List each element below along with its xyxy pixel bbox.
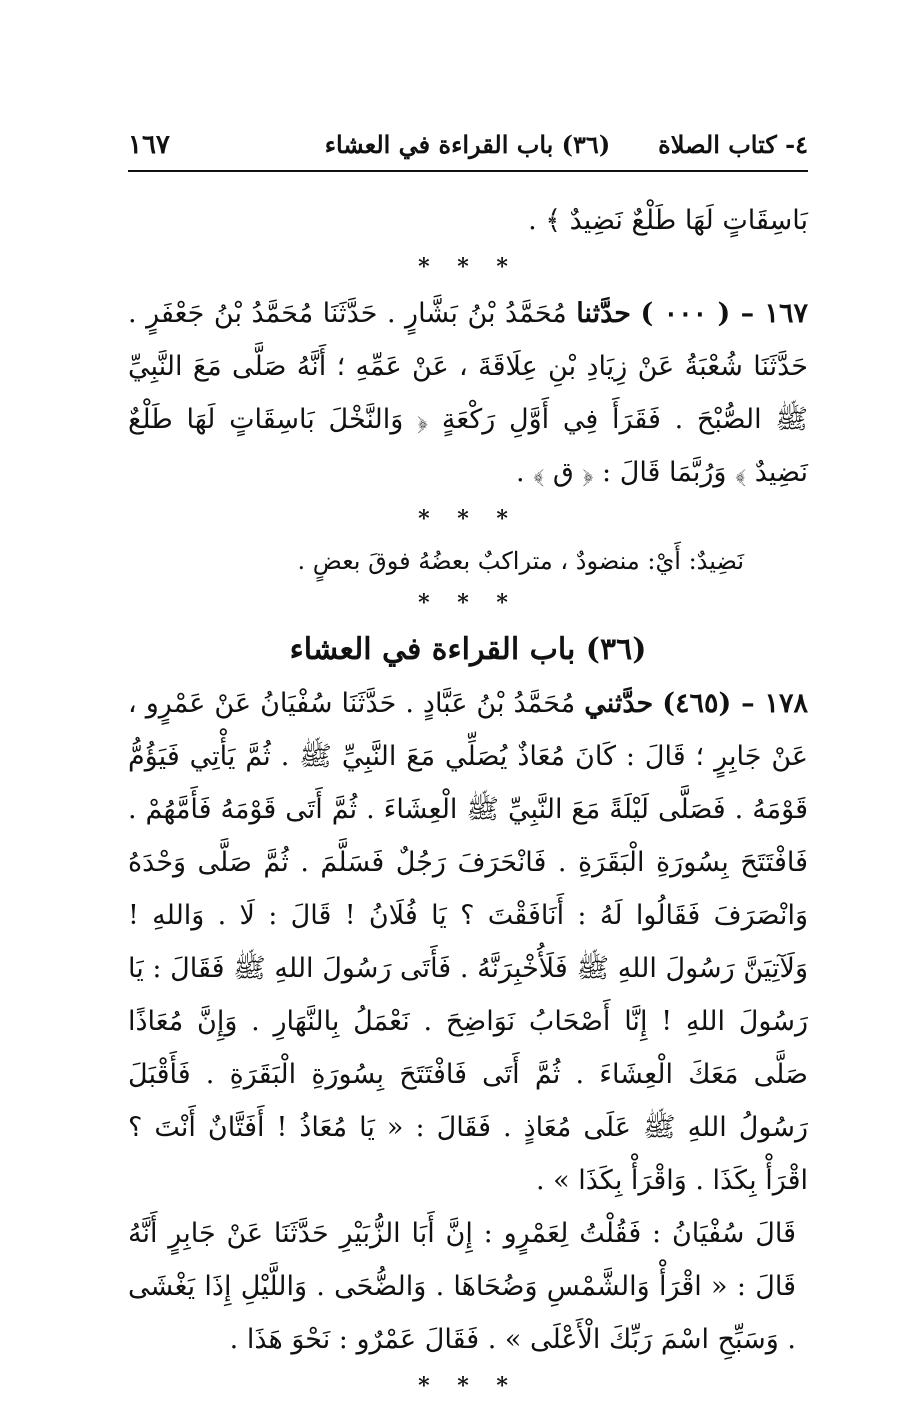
chapter-title: (٣٦) باب القراءة في العشاء bbox=[289, 632, 647, 667]
hadith-167-text: مُحَمَّدُ بْنُ بَشَّارٍ . حَدَّثَنَا مُحَمَّدُ بْنُ جَعْفَرٍ . حَدَّثَنَا شُعْبَةُ عَنْ زِيَادِ بْنِ عِلَاقَةَ ، عَنْ عَمِّهِ ؛ أَنَّهُ صَلَّى مَعَ النَّبِيِّ ﷺ الصُّبْحَ . فَقَرَأَ فِي أَوَّلِ رَكْعَةٍ ﴿ وَالنَّخْلَ بَاسِقَاتٍ لَهَا طَلْعٌ نَضِيدٌ ﴾ وَرُبَّمَا قَالَ : ﴿ ق ﴾ . bbox=[128, 298, 808, 488]
hadith-178-continuation: قَالَ سُفْيَانُ : فَقُلْتُ لِعَمْرٍو : إِنَّ أَبَا الزُّبَيْرِ حَدَّثَنَا عَنْ جَابِرٍ أَنَّهُ قَالَ : « اقْرَأْ وَالشَّمْسِ وَضُحَاهَا . وَالضُّحَى . وَاللَّيْلِ إِذَا يَغْشَى . وَسَبِّحِ اسْمَ رَبِّكَ الْأَعْلَى » . فَقَالَ عَمْرٌو : نَحْوَ هَذَا . bbox=[128, 1218, 796, 1355]
header-chapter-title: (٣٦) باب القراءة في العشاء bbox=[324, 130, 611, 159]
hadith-167 bbox=[128, 287, 808, 499]
section-separator: * * * bbox=[418, 590, 518, 616]
page-number: ١٦٧ bbox=[128, 130, 170, 160]
document-page bbox=[128, 130, 808, 1406]
section-separator: * * * bbox=[418, 506, 518, 532]
hadith-178-number: ١٧٨ – (٤٦٥) bbox=[662, 688, 808, 719]
page-body bbox=[128, 194, 808, 1406]
hadith-167-chain-head: حدَّثنا bbox=[576, 298, 632, 329]
section-separator: * * * bbox=[418, 1373, 518, 1399]
hadith-178-chain-head: حدَّثني bbox=[584, 688, 654, 719]
hadith-167-number: ١٦٧ – ( ٠٠٠ ) bbox=[640, 298, 808, 329]
header-titles bbox=[325, 130, 808, 159]
opening-line: بَاسِقَاتٍ لَهَا طَلْعٌ نَضِيدٌ ﴾ . bbox=[528, 205, 808, 236]
header-book-title: ٤- كتاب الصلاة bbox=[658, 130, 808, 159]
hadith-178 bbox=[128, 677, 808, 1207]
hadith-178-text: مُحَمَّدُ بْنُ عَبَّادٍ . حَدَّثَنَا سُفْيَانُ عَنْ عَمْرٍو ، عَنْ جَابِرٍ ؛ قَالَ : كَانَ مُعَاذٌ يُصَلِّي مَعَ النَّبِيِّ ﷺ . ثُمَّ يَأْتِي فَيَؤُمُّ قَوْمَهُ . فَصَلَّى لَيْلَةً مَعَ النَّبِيِّ ﷺ الْعِشَاءَ . ثُمَّ أَتَى قَوْمَهُ فَأَمَّهُمْ . فَافْتَتَحَ بِسُورَةِ الْبَقَرَةِ . فَانْحَرَفَ رَجُلٌ فَسَلَّمَ . ثُمَّ صَلَّى وَحْدَهُ وَانْصَرَفَ فَقَالُوا لَهُ : أَنَافَقْتَ ؟ يَا فُلَانُ ! قَالَ : لَا . وَاللهِ ! وَلَآتِيَنَّ رَسُولَ اللهِ ﷺ فَلَأُخْبِرَنَّهُ . فَأَتَى رَسُولَ اللهِ ﷺ فَقَالَ : يَا رَسُولَ اللهِ ! إِنَّا أَصْحَابُ نَوَاضِحَ . نَعْمَلُ بِالنَّهَارِ . وَإِنَّ مُعَاذًا صَلَّى مَعَكَ الْعِشَاءَ . ثُمَّ أَتَى فَافْتَتَحَ بِسُورَةِ الْبَقَرَةِ . فَأَقْبَلَ رَسُولُ اللهِ ﷺ عَلَى مُعَاذٍ . فَقَالَ : « يَا مُعَاذُ ! أَفَتَّانٌ أَنْتَ ؟ اقْرَأْ بِكَذَا . وَاقْرَأْ بِكَذَا » . bbox=[128, 688, 808, 1196]
running-header bbox=[128, 130, 808, 172]
gloss-note: نَضِيدٌ: أَيْ: منضودٌ ، متراكبٌ بعضُهُ فوقَ بعضٍ . bbox=[297, 547, 744, 575]
section-separator: * * * bbox=[418, 254, 518, 280]
